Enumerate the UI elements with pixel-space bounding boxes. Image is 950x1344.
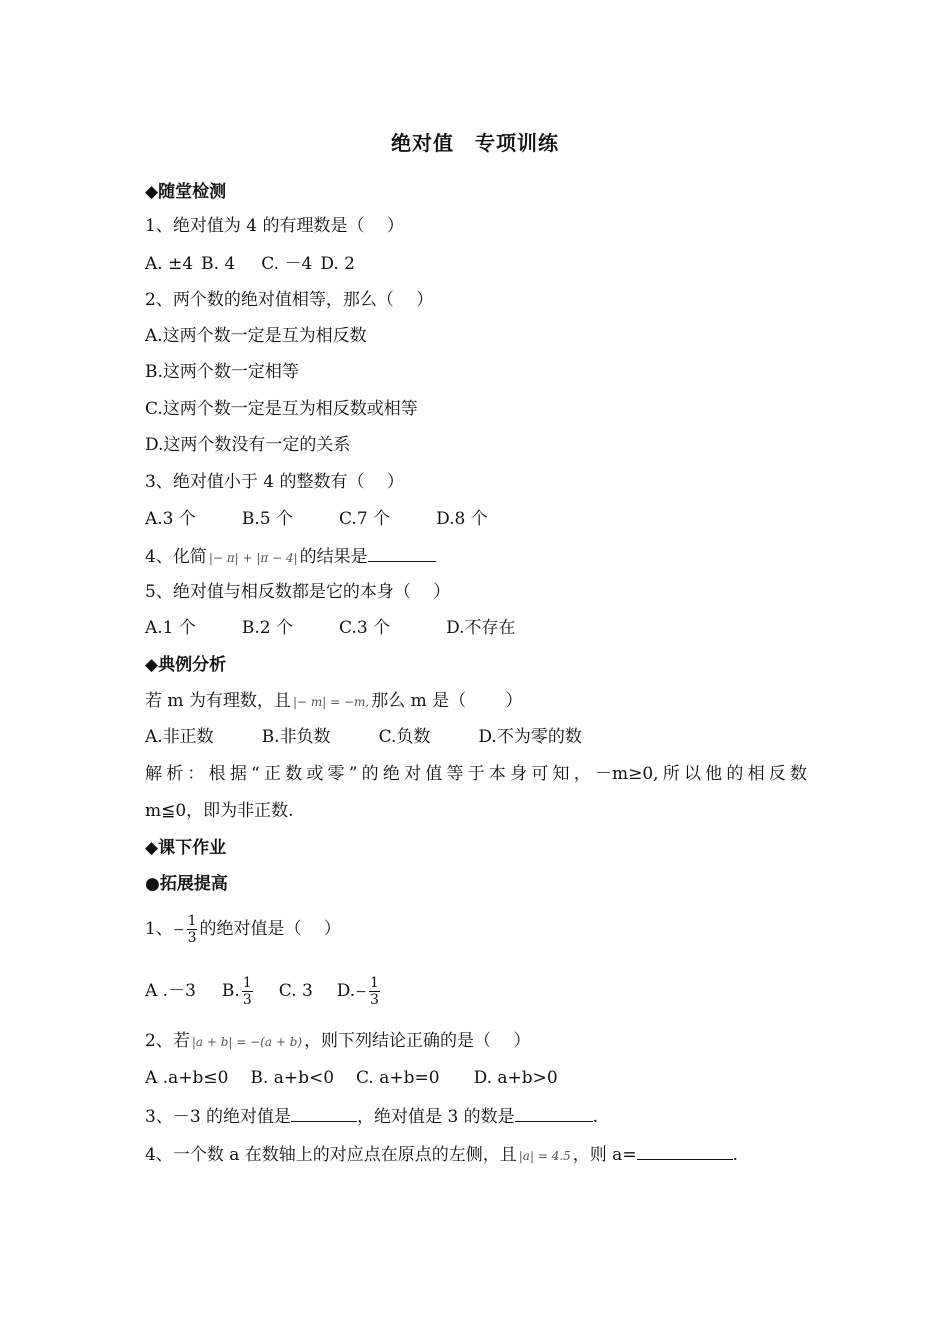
question-1-options — [145, 252, 355, 276]
example-options — [145, 725, 582, 749]
homework-q1-suffix: 的绝对值是（ ） — [199, 919, 341, 939]
question-4-suffix: 的结果是 — [299, 547, 368, 567]
option-a: A .－3 — [145, 981, 196, 1001]
option-d: D.不为零的数 — [478, 727, 582, 747]
homework-q2-prefix: 2、若 — [145, 1031, 190, 1051]
option-b-fraction — [242, 975, 253, 1008]
question-2-stem: 2、两个数的绝对值相等，那么（ ） — [145, 290, 434, 310]
question-4-prefix: 4、化简 — [145, 547, 207, 567]
option-b: B. a+b<0 — [250, 1068, 335, 1088]
option-a: A.1 个 — [145, 618, 196, 638]
homework-question-2-options — [145, 1066, 558, 1090]
question-5-stem: 5、绝对值与相反数都是它的本身（ ） — [145, 582, 451, 602]
question-3-stem: 3、绝对值小于 4 的整数有（ ） — [145, 472, 404, 492]
page-title: 绝对值 专项训练 — [391, 131, 559, 155]
example-analysis-line-2: m≦0，即为非正数. — [145, 801, 294, 821]
homework-q4-suffix: ，则 a= — [572, 1145, 637, 1165]
answer-blank-1 — [291, 1103, 357, 1122]
subsection-heading-extension: ●拓展提高 — [145, 874, 228, 894]
homework-question-2 — [145, 1029, 530, 1054]
fraction-sign: − — [355, 983, 367, 1000]
homework-q2-suffix: ，则下列结论正确的是（ ） — [304, 1031, 531, 1051]
homework-q3-part-1: 3、－3 的绝对值是 — [145, 1107, 292, 1127]
option-c: C. 3 — [278, 981, 313, 1001]
homework-q4-prefix: 4、一个数 a 在数轴上的对应点在原点的左侧，且 — [145, 1145, 517, 1165]
question-2-option-c: C.这两个数一定是互为相反数或相等 — [145, 399, 418, 419]
option-d-fraction — [369, 975, 380, 1008]
answer-blank — [637, 1141, 733, 1160]
question-2-option-a: A.这两个数一定是互为相反数 — [145, 326, 367, 346]
homework-question-4 — [145, 1141, 738, 1168]
fraction-numerator: 1 — [242, 975, 252, 991]
option-b-label: B. — [221, 981, 240, 1001]
fraction-denominator: 3 — [242, 992, 252, 1008]
example-stem-prefix: 若 m 为有理数，且 — [145, 691, 291, 711]
option-d: D. a+b>0 — [473, 1068, 558, 1088]
option-a: A.3 个 — [145, 509, 196, 529]
homework-q1-prefix: 1、 — [145, 919, 173, 939]
option-c: C.3 个 — [339, 618, 391, 638]
option-b: B.2 个 — [241, 618, 294, 638]
answer-blank-2 — [515, 1103, 593, 1122]
fraction-denominator: 3 — [369, 992, 379, 1008]
question-2-option-b: B.这两个数一定相等 — [145, 362, 299, 382]
question-1-stem: 1、绝对值为 4 的有理数是（ ） — [145, 216, 404, 236]
fraction-one-third — [187, 913, 198, 946]
option-b: B.5 个 — [241, 509, 294, 529]
option-c: C. a+b=0 — [356, 1068, 440, 1088]
option-b: B.非负数 — [261, 727, 331, 747]
option-c: C.7 个 — [339, 509, 391, 529]
homework-q3-part-2: ，绝对值是 3 的数是 — [357, 1107, 515, 1127]
fraction-numerator: 1 — [369, 975, 379, 991]
question-4-expression: |− π| + |π − 4| — [208, 551, 298, 565]
homework-question-1-options — [145, 972, 382, 1011]
answer-blank — [368, 543, 436, 562]
homework-q2-expression: |a + b| = −(a + b) — [191, 1035, 303, 1049]
option-a: A. ±4 — [145, 254, 194, 274]
option-b: B. 4 — [201, 254, 236, 274]
question-4 — [145, 543, 436, 570]
example-analysis-line-1: 解析：根据“正数或零”的绝对值等于本身可知，－m≥0,所以他的相反数 — [145, 764, 807, 784]
fraction-sign: − — [172, 921, 185, 938]
fraction-denominator: 3 — [187, 930, 197, 946]
question-5-options — [145, 616, 516, 640]
option-d: D.8 个 — [436, 509, 488, 529]
section-heading-homework: ◆课下作业 — [145, 838, 227, 858]
homework-question-3 — [145, 1103, 598, 1129]
example-stem — [145, 689, 523, 714]
option-d: D.不存在 — [446, 618, 516, 638]
section-heading-example: ◆典例分析 — [145, 655, 227, 675]
option-a: A .a+b≤0 — [145, 1068, 229, 1088]
option-d-label: D. — [336, 981, 356, 1001]
question-3-options — [145, 507, 488, 531]
homework-q3-end: . — [592, 1107, 599, 1127]
homework-q4-expression: |a| = 4.5 — [518, 1149, 571, 1163]
example-expression: |− m| = −m, — [292, 695, 370, 709]
fraction-numerator: 1 — [187, 913, 197, 929]
option-d: D. 2 — [320, 254, 355, 274]
option-a: A.非正数 — [145, 727, 214, 747]
section-heading-practice: ◆随堂检测 — [145, 182, 227, 202]
question-2-option-d: D.这两个数没有一定的关系 — [145, 435, 351, 455]
option-c: C.负数 — [378, 727, 431, 747]
homework-q4-end: . — [732, 1145, 738, 1165]
homework-question-1 — [145, 910, 341, 949]
example-stem-suffix: 那么 m 是（ ） — [371, 691, 523, 711]
option-c: C. －4 — [261, 254, 313, 274]
